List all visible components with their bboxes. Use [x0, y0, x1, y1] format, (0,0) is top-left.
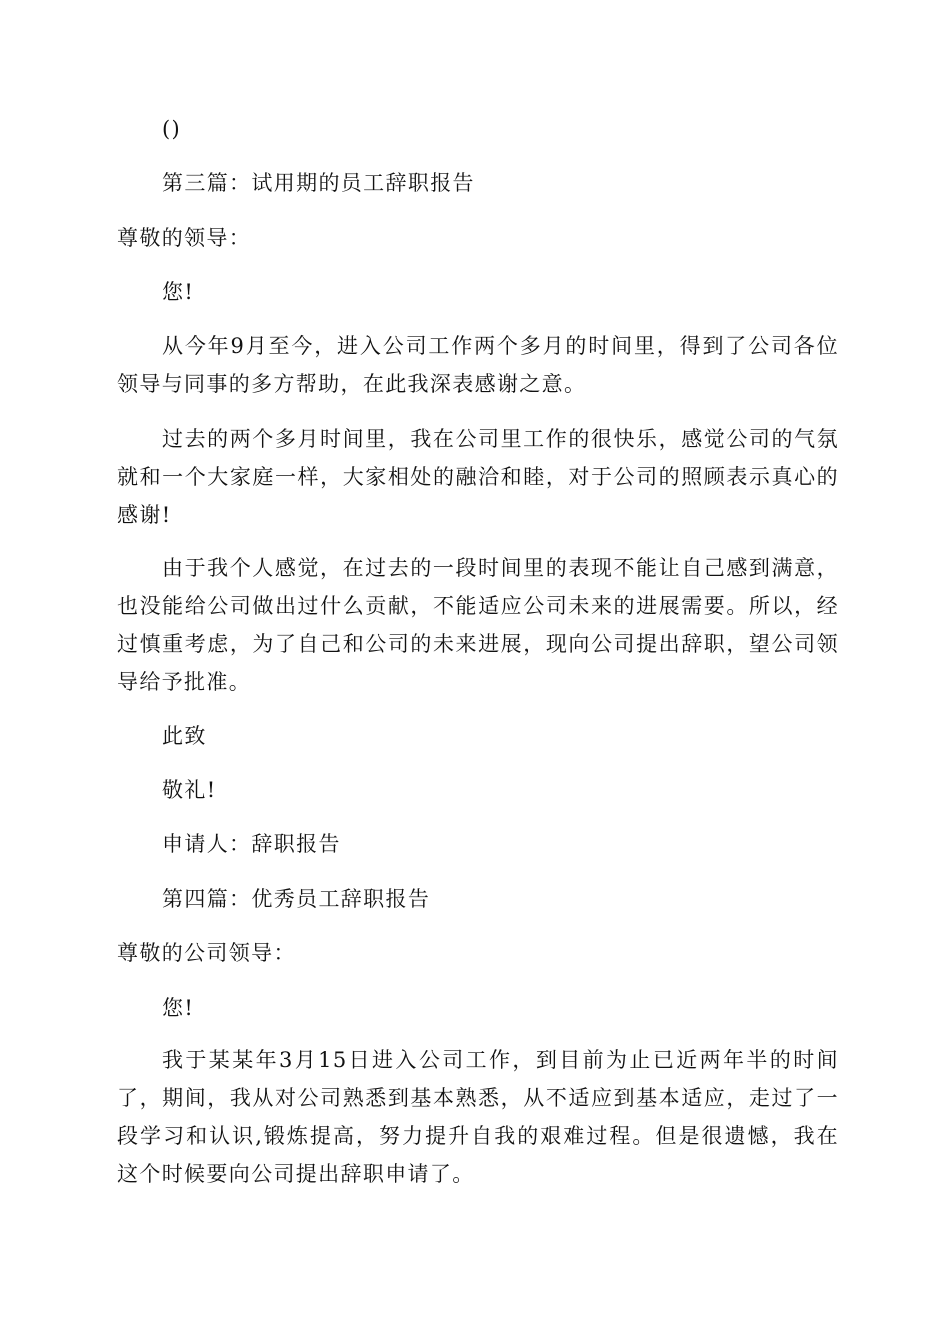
greeting-1: 您!	[162, 280, 195, 304]
salutation-1: 尊敬的领导：	[117, 226, 252, 250]
paragraph-2: 过去的两个多月时间里，我在公司里工作的很快乐，感觉公司的气氛就和一个大家庭一样，大家相处的融洽和睦，对于公司的照顾表示真心的感谢!	[117, 427, 839, 527]
regards-1: 敬礼!	[162, 778, 217, 802]
applicant-line: 申请人：辞职报告	[162, 832, 341, 856]
closing-1: 此致	[162, 724, 207, 748]
paragraph-4: 我于某某年3月15日进入公司工作，到目前为止已近两年半的时间了，期间，我从对公司熟悉到基本熟悉，从不适应到基本适应，走过了一段学习和认识,锻炼提高，努力提升自我的艰难过程。但是很遗憾，我在这个时候要向公司提出辞职申请了。	[117, 1048, 839, 1186]
greeting-2: 您!	[162, 996, 195, 1020]
paragraph-3: 由于我个人感觉，在过去的一段时间里的表现不能让自己感到满意，也没能给公司做出过什么贡献，不能适应公司未来的进展需要。所以，经过慎重考虑，为了自己和公司的未来进展，现向公司提出辞职，望公司领导给予批准。	[117, 556, 839, 694]
paragraph-1: 从今年9月至今，进入公司工作两个多月的时间里，得到了公司各位领导与同事的多方帮助，在此我深表感谢之意。	[117, 334, 839, 396]
section-heading-3: 第三篇：试用期的员工辞职报告	[162, 171, 475, 195]
section-heading-4: 第四篇：优秀员工辞职报告	[162, 887, 431, 911]
salutation-2: 尊敬的公司领导：	[117, 941, 296, 965]
parentheses-line: ()	[162, 117, 182, 141]
